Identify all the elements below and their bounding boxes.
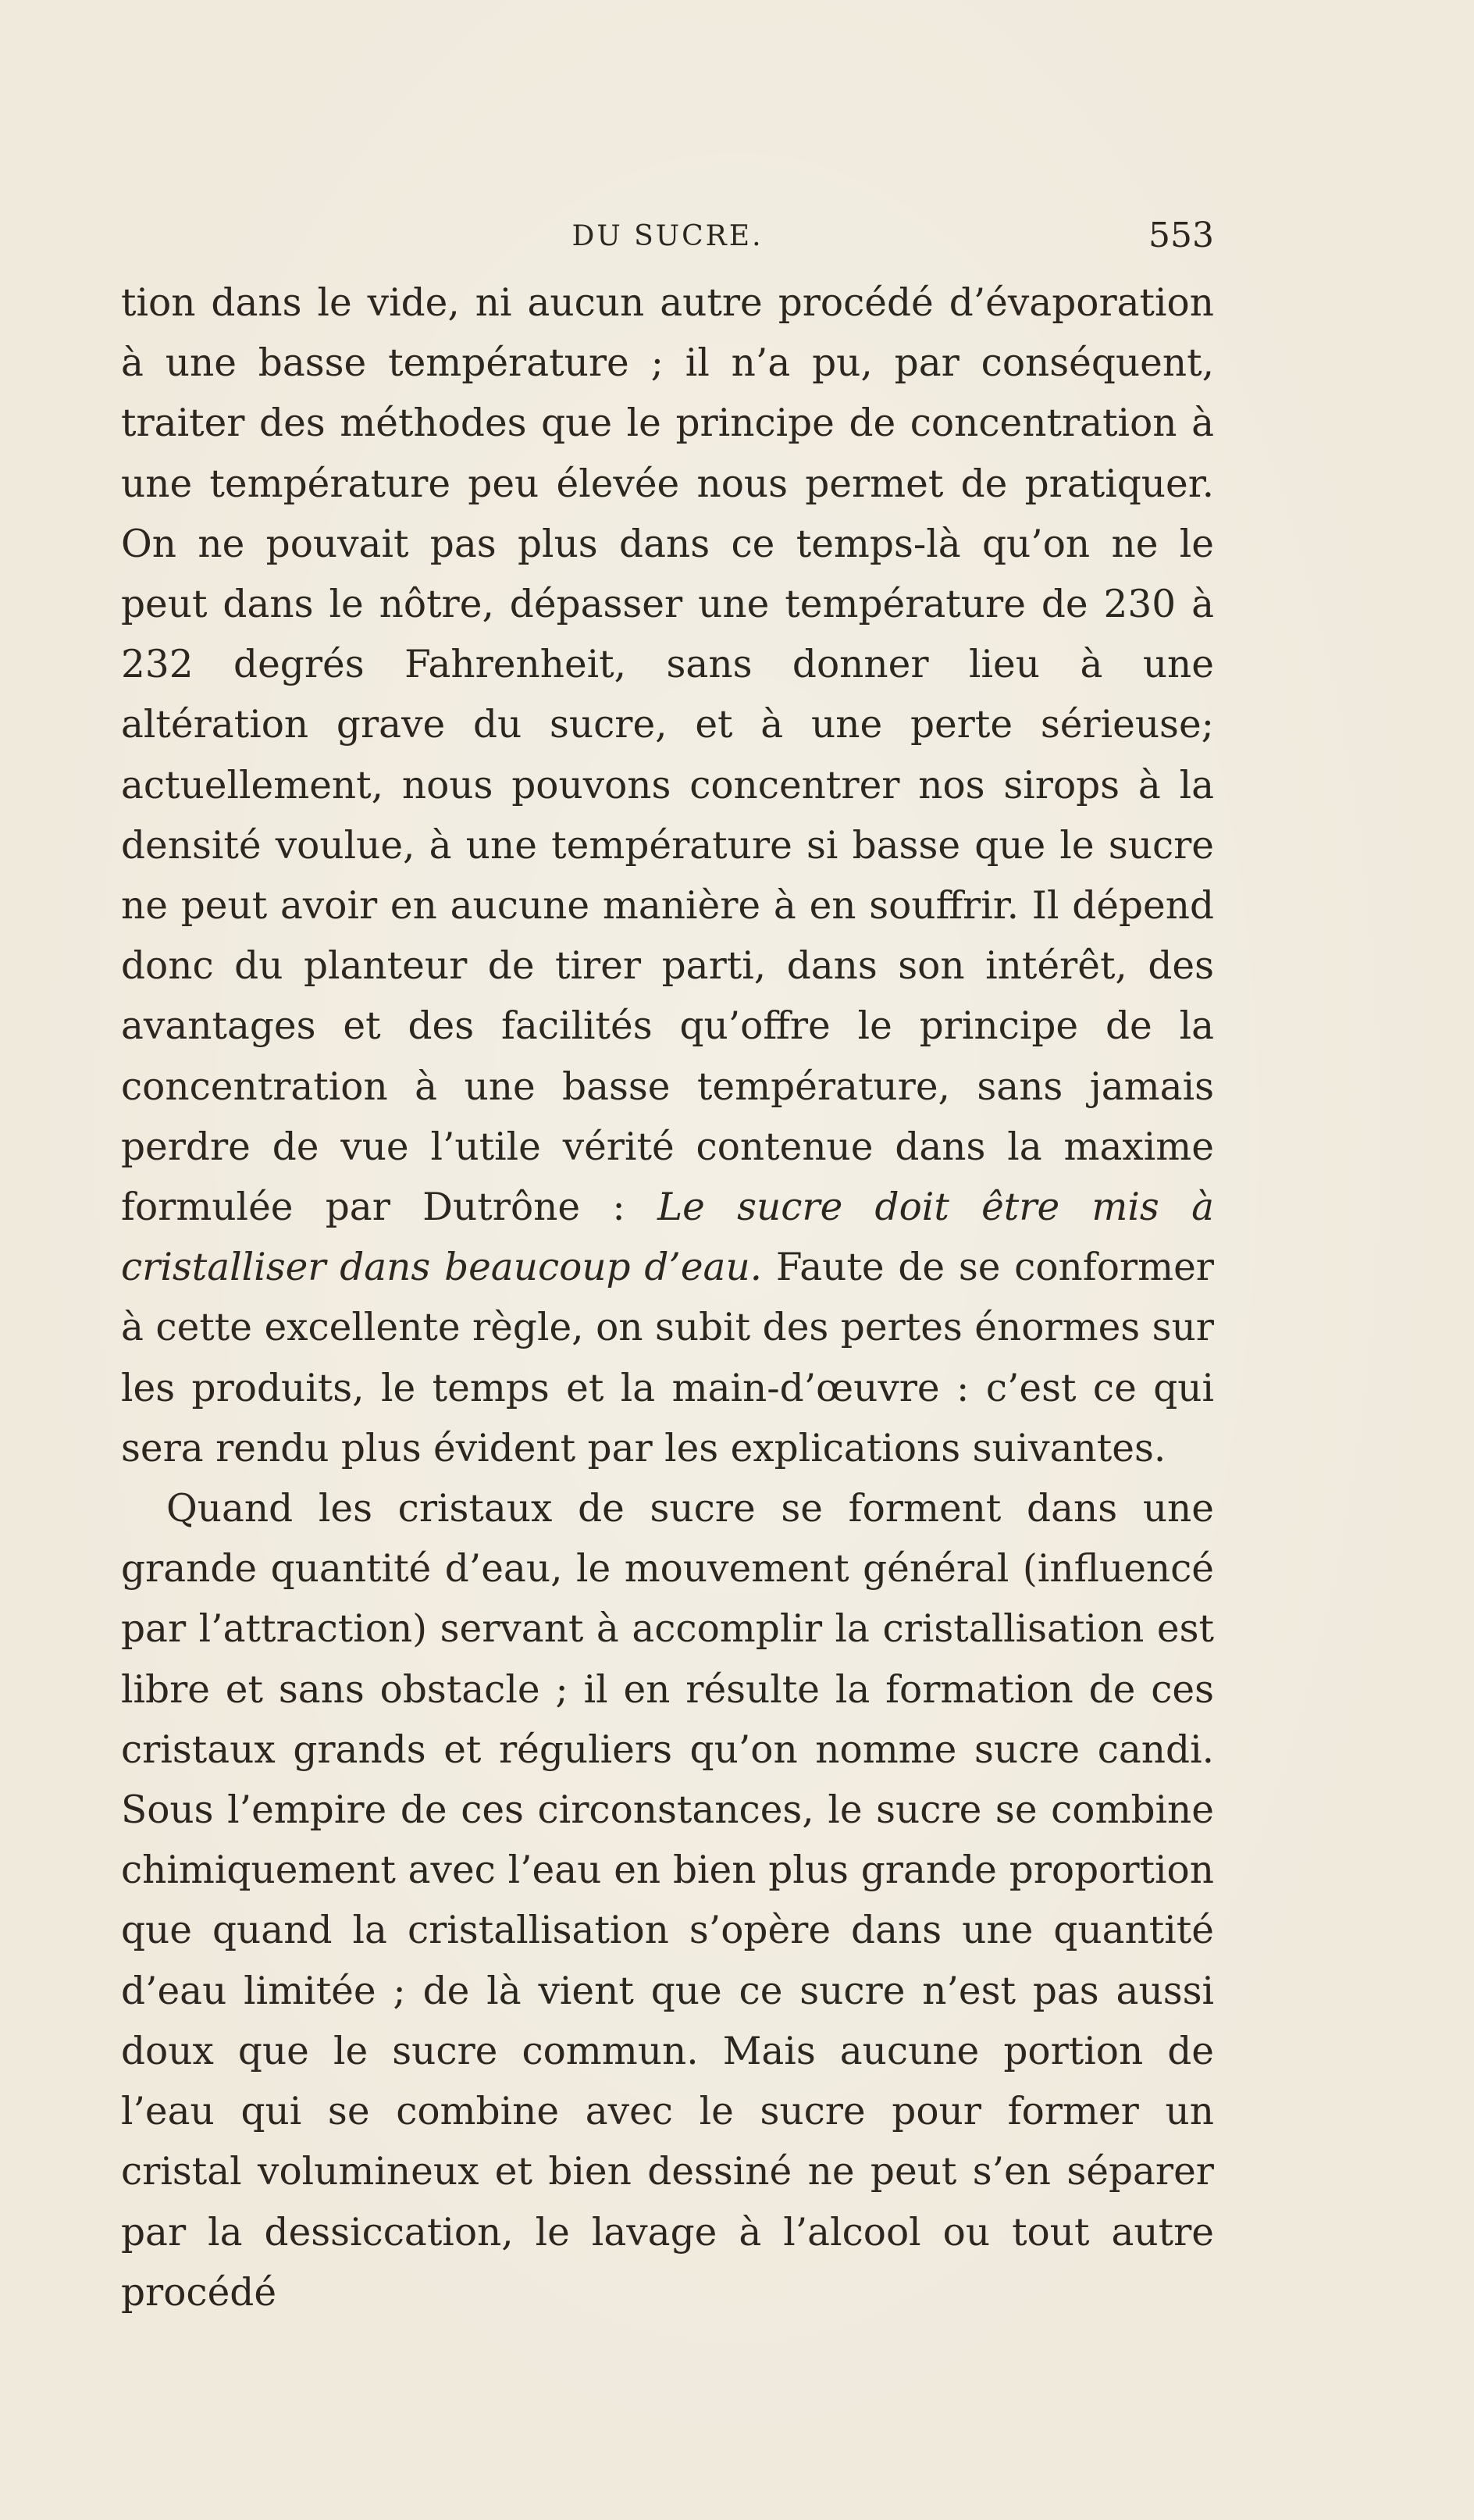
paragraph-1: [121, 273, 1214, 1479]
paragraph-2: Quand les cristaux de sucre se forment dans une grande quantité d’eau, le mouvement général (influencé par l’attraction) servant à accomplir la cristallisation est libre et sans obstacle ; il en résulte la formation de ces cristaux grands et réguliers qu’on nomme sucre candi. Sous l’empire de ces circonstances, le sucre se combine chimiquement avec l’eau en bien plus grande proportion que quand la cristallisation s’opère dans une quantité d’eau limitée ; de là vient que ce sucre n’est pas aussi doux que le sucre commun. Mais aucune portion de l’eau qui se combine avec le sucre pour former un cristal volumineux et bien dessiné ne peut s’en séparer par la dessiccation, le lavage à l’alcool ou tout autre procédé: [121, 1487, 1214, 2315]
paragraph-1-text: tion dans le vide, ni aucun autre procédé d’évaporation à une basse température ; il n’a pu, par conséquent, traiter des méthodes que le principe de concentration à une température peu élevée nous permet de pratiquer. On ne pouvait pas plus dans ce temps-là qu’on ne le peut dans le nôtre, dépasser une température de 230 à 232 degrés Fahrenheit, sans donner lieu à une altération grave du sucre, et à une perte sérieuse; actuellement, nous pouvons concentrer nos sirops à la densité voulue, à une température si basse que le sucre ne peut avoir en aucune manière à en souffrir. Il dépend donc du planteur de tirer parti, dans son intérêt, des avantages et des facilités qu’offre le principe de la concentration à une basse température, sans jamais perdre de vue l’utile vérité contenue dans la maxime formulée par Dutrône :: [121, 281, 1214, 1230]
paragraph-1-continuation: Faute de se conformer à cette excellente règle, on subit des pertes énormes sur les produits, le temps et la main-d’œuvre : c’est ce qui sera rendu plus évident par les explications suivantes.: [121, 1246, 1214, 1470]
running-head: DU SUCRE.: [571, 220, 764, 252]
page-number: 553: [1148, 216, 1214, 255]
dutrone-maxim: Le sucre doit être mis à cristalliser dans beaucoup d’eau.: [121, 1185, 1214, 1290]
body-text: [121, 273, 1214, 2323]
page-header: [121, 205, 1214, 259]
